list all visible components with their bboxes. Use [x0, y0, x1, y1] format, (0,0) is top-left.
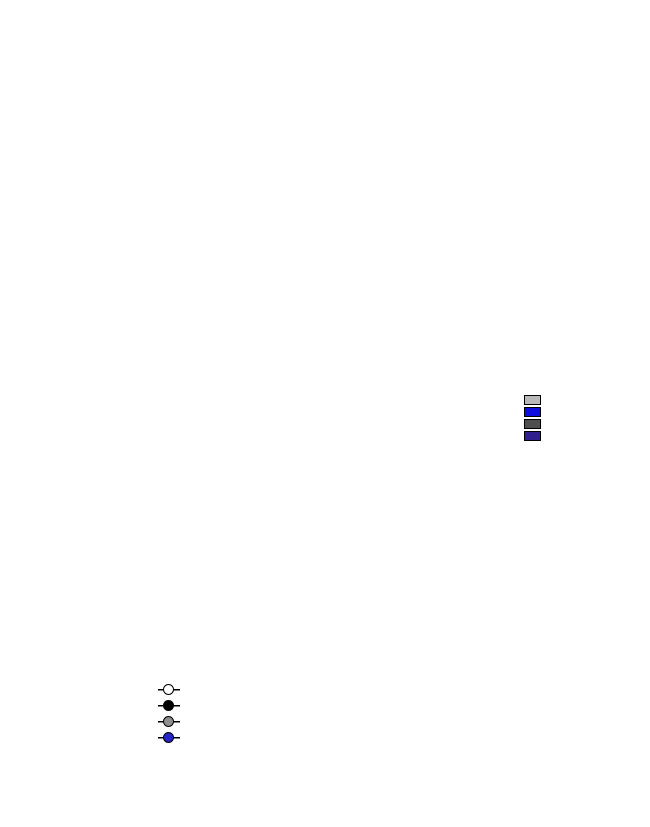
legend-item-aavs1 — [158, 714, 338, 730]
bars-j-ylabel — [314, 676, 324, 806]
panel-i — [312, 533, 650, 679]
legend-item-aavs1-fk506 — [524, 418, 545, 430]
legend-item-prdm1-ko — [524, 406, 545, 418]
hist-legend-1 — [82, 408, 132, 419]
panel-a — [4, 0, 256, 206]
volcano-chart — [4, 0, 256, 206]
panel-e — [0, 390, 262, 526]
legend-item-aavs1-ko — [524, 394, 545, 406]
motif-rank-chart — [0, 214, 134, 396]
panel-f — [0, 524, 262, 690]
hist-legend-2 — [198, 408, 248, 419]
panel-c — [132, 214, 260, 396]
blue-circle-icon — [158, 732, 180, 744]
nr4a2-bar-chart — [312, 533, 650, 679]
nr4a3-bar-chart — [312, 676, 650, 827]
panel-g — [0, 670, 156, 827]
gray-circle-icon — [158, 716, 180, 728]
black-circle-icon — [158, 700, 180, 712]
cd8-tox-bar-chart — [312, 390, 650, 536]
legend-item-full-lysis — [158, 682, 338, 698]
kill-time-chart — [0, 670, 156, 827]
genome-track-tox — [266, 8, 646, 134]
genome-track-tox2 — [266, 140, 646, 252]
bars-i-ylabel — [314, 533, 324, 663]
motif-logo-chart — [132, 214, 260, 396]
cytolysis-chart — [0, 524, 262, 690]
panel-j — [312, 676, 650, 827]
panel-h — [312, 390, 650, 536]
h-legend — [524, 394, 545, 442]
panel-b — [0, 214, 134, 396]
panel-d — [254, 0, 650, 386]
legend-item-prdm1-fk506 — [524, 430, 545, 442]
legend-item-media — [158, 698, 338, 714]
logo-stats — [164, 219, 260, 238]
volcano-label-open — [132, 15, 244, 26]
genome-track-nr4a3 — [266, 258, 646, 372]
legend-item-prdm1 — [158, 730, 338, 746]
open-circle-icon — [158, 684, 180, 696]
fg-legend — [158, 682, 338, 754]
